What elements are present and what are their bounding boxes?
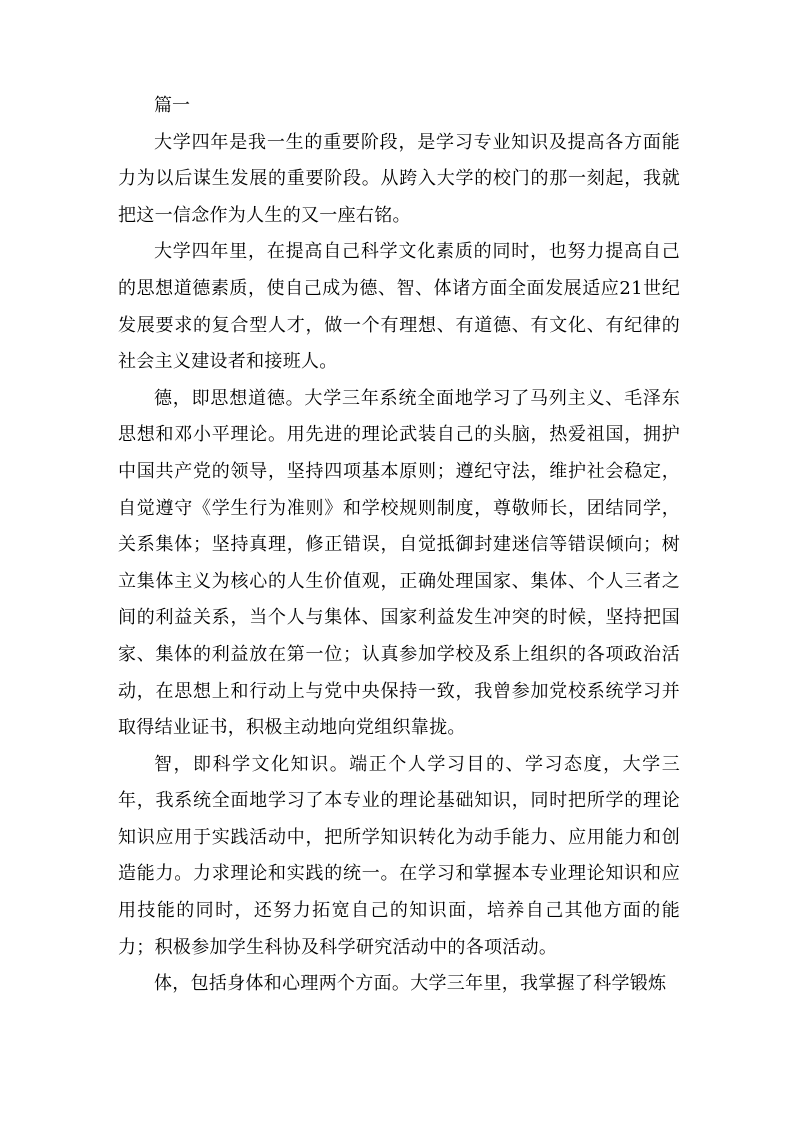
paragraph-intro: 大学四年是我一生的重要阶段，是学习专业知识及提高各方面能力为以后谋生发展的重要阶段。从跨入大学的校门的那一刻起，我就把这一信念作为人生的又一座右铭。 — [118, 131, 680, 226]
paragraph-overview: 大学四年里，在提高自己科学文化素质的同时，也努力提高自己的思想道德素质，使自己成为德、智、体诸方面全面发展适应21世纪发展要求的复合型人才，做一个有理想、有道德、有文化、有纪律的社会主义建设者和接班人。 — [118, 241, 680, 373]
paragraph-physical: 体，包括身体和心理两个方面。大学三年里，我掌握了科学锻炼 — [154, 973, 667, 995]
paragraph-morality: 德，即思想道德。大学三年系统全面地学习了马列主义、毛泽东思想和邓小平理论。用先进的理论武装自己的头脑，热爱祖国，拥护中国共产党的领导，坚持四项基本原则；遵纪守法，维护社会稳定，自觉遵守《学生行为准则》和学校规则制度，尊敬师长，团结同学，关系集体；坚持真理，修正错误，自觉抵御封建迷信等错误倾向；树立集体主义为核心的人生价值观，正确处理国家、集体、个人三者之间的利益关系，当个人与集体、国家利益发生冲突的时候，坚持把国家、集体的利益放在第一位；认真参加学校及系上组织的各项政治活动，在思想上和行动上与党中央保持一致，我曾参加党校系统学习并取得结业证书，积极主动地向党组织靠拢。 — [118, 387, 680, 739]
document-body — [118, 88, 680, 1003]
section-heading: 篇一 — [154, 95, 190, 116]
paragraph-knowledge: 智，即科学文化知识。端正个人学习目的、学习态度，大学三年，我系统全面地学习了本专业的理论基础知识，同时把所学的理论知识应用于实践活动中，把所学知识转化为动手能力、应用能力和创造能力。力求理论和实践的统一。在学习和掌握本专业理论知识和应用技能的同时，还努力拓宽自己的知识面，培养自己其他方面的能力；积极参加学生科协及科学研究活动中的各项活动。 — [118, 753, 680, 958]
